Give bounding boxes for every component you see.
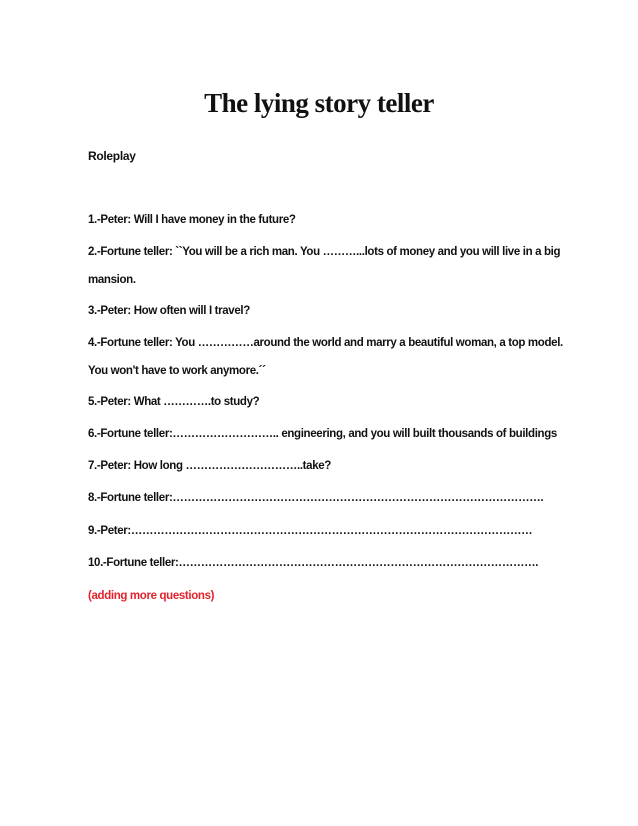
dialogue-line-8: 8.-Fortune teller:……………………………………………………………………………………….	[88, 492, 544, 504]
dialogue-line-7: 7.-Peter: How long …………………………..take?	[88, 460, 331, 472]
dialogue-line-4: 4.-Fortune teller: You ……………around the world and marry a beautiful woman, a top model.	[88, 337, 563, 349]
dialogue-line-3: 3.-Peter: How often will I travel?	[88, 305, 250, 317]
dialogue-line-10: 10.-Fortune teller:…………………………………………………………………………………….	[88, 557, 539, 569]
dialogue-line-2-continued: mansion.	[88, 274, 136, 286]
dialogue-line-9: 9.-Peter:………………………………………………………………………………………………	[88, 525, 533, 537]
page-title: The lying story teller	[204, 88, 434, 118]
dialogue-line-4-continued: You won't have to work anymore.´´	[88, 365, 266, 377]
adding-more-questions-note: (adding more questions)	[88, 590, 215, 602]
dialogue-line-2: 2.-Fortune teller: ``You will be a rich man. You ………...lots of money and you will live in a big	[88, 246, 561, 258]
subtitle: Roleplay	[88, 149, 136, 163]
dialogue-line-6: 6.-Fortune teller:……………………….. engineering, and you will built thousands of buildings	[88, 428, 557, 440]
dialogue-line-5: 5.-Peter: What ………….to study?	[88, 396, 260, 408]
dialogue-line-1: 1.-Peter: Will I have money in the future?	[88, 214, 296, 226]
